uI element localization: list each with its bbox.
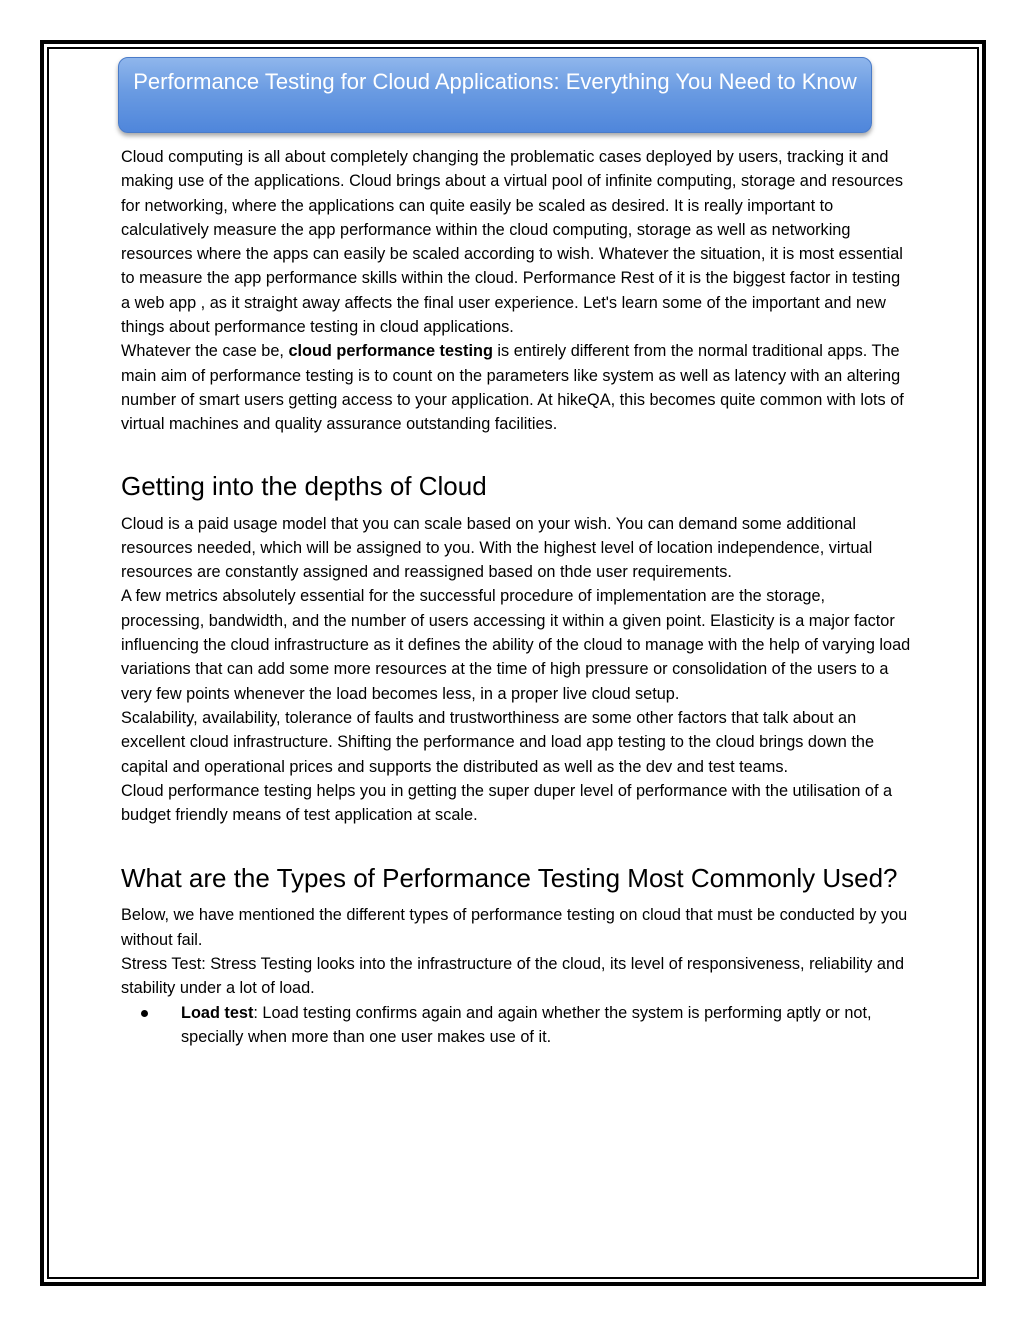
bullet-text: : Load testing confirms again and again whether the system is performing aptly or not, specially when more than one user makes use of it. xyxy=(181,1003,872,1046)
section2-paragraph-1: Below, we have mentioned the different types of performance testing on cloud that must be conducted by you without fail. xyxy=(121,906,908,949)
bullet-dot-icon xyxy=(141,1010,148,1017)
section2-paragraph-2: Stress Test: Stress Testing looks into the infrastructure of the cloud, its level of responsiveness, reliability and stability under a lot of load. xyxy=(121,955,905,998)
document-title: Performance Testing for Cloud Applications: Everything You Need to Know xyxy=(133,69,857,94)
intro-paragraph-1: Cloud computing is all about completely changing the problematic cases deployed by users, tracking it and making use of the applications. Cloud brings about a virtual pool of infinite computing, storage and resources for networking, where the applications can quite easily be scaled as desired. It is really important to calculatively measure the app performance within the cloud computing, storage as well as networking resources where the apps can easily be scaled according to wish. Whatever the situation, it is most essential to measure the app performance skills within the cloud. Performance Rest of it is the biggest factor in testing a web app , as it straight away affects the final user experience. Let's learn some of the important and new things about performance testing in cloud applications. xyxy=(121,148,903,337)
section1-paragraph-2: A few metrics absolutely essential for the successful procedure of implementation are the storage, processing, bandwidth, and the number of users accessing it within a given point. Elasticity is a major factor influencing the cloud infrastructure as it defines the ability of the cloud to manage with the help of varying load variations that can add some more resources at the time of high pressure or consolidation of the users to a very few points whenever the load becomes less, in a proper live cloud setup. xyxy=(121,587,911,703)
section-heading-depths: Getting into the depths of Cloud xyxy=(121,470,487,501)
section1-paragraph-3: Scalability, availability, tolerance of faults and trustworthiness are some other factors that talk about an excellent cloud infrastructure. Shifting the performance and load app testing to the cloud brings down the capital and operational prices and supports the distributed as well as the dev and test teams. xyxy=(121,708,875,776)
section1-paragraph-4: Cloud performance testing helps you in getting the super duper level of performance with the utilisation of a budget friendly means of test application at scale. xyxy=(121,781,893,825)
document-body xyxy=(121,145,911,1049)
intro-p2-lead: Whatever the case be, xyxy=(121,342,289,361)
bullet-term: Load test xyxy=(181,1003,254,1022)
types-bullet-list xyxy=(121,1001,911,1050)
intro-p2-bold-term: cloud performance testing xyxy=(288,342,493,361)
section-heading-types: What are the Types of Performance Testing Most Commonly Used? xyxy=(121,863,898,894)
section1-paragraph-1: Cloud is a paid usage model that you can scale based on your wish. You can demand some additional resources needed, which will be assigned to you. With the highest level of location independence, virtual resources are constantly assigned and reassigned based on thde user requirements. xyxy=(121,514,873,582)
document-title-banner xyxy=(118,57,872,133)
list-item xyxy=(121,1001,911,1050)
intro-p2-rest: is entirely different from the normal traditional apps. The main aim of performance testing is to count on the parameters like system as well as latency with an altering number of smart users getting access to your application. At hikeQA, this becomes quite common with lots of virtual machines and quality assurance outstanding facilities. xyxy=(121,342,904,434)
intro-paragraph-2 xyxy=(121,339,911,436)
